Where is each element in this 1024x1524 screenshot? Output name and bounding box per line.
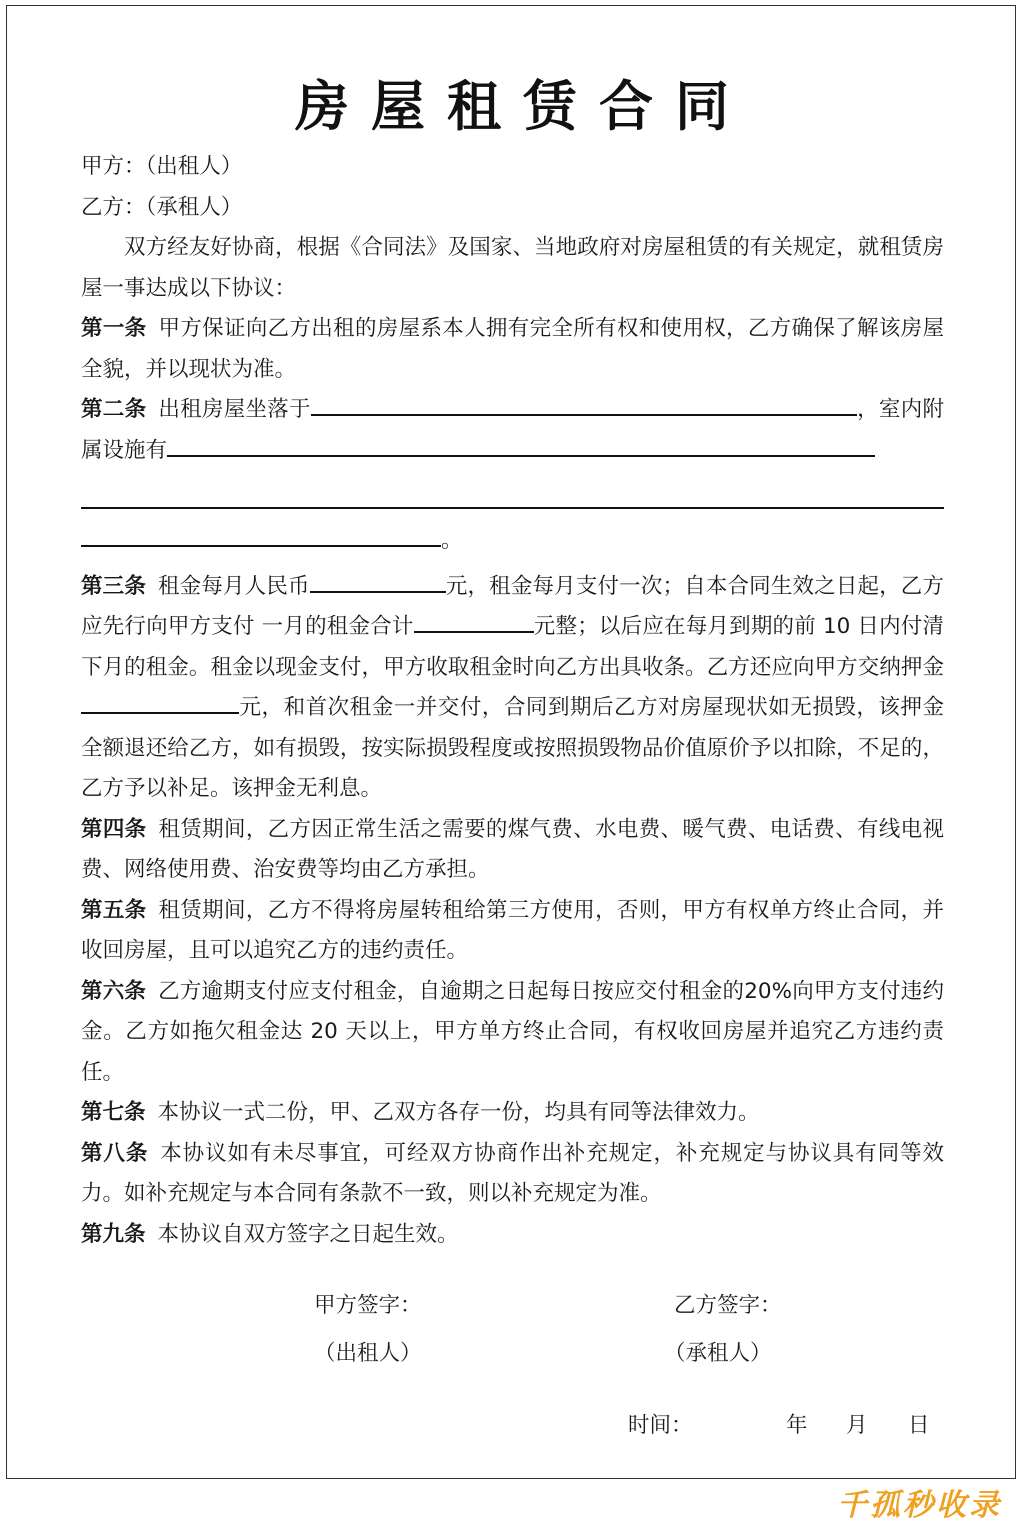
article-number: 第六条 [81, 978, 147, 1004]
article-4 [81, 810, 944, 891]
date-year: 年 [786, 1413, 808, 1438]
article-text: 向甲方支付违约金。乙方如拖欠租金达 [81, 978, 944, 1044]
article-text: 本协议如有未尽事宜，可经双方协商作出补充规定，补充规定与协议具有同等效力。如补充规定与本合同有条款不一致，则以补充规定为准。 [81, 1140, 944, 1206]
article-1 [81, 309, 944, 390]
article-text: 租赁期间，乙方不得将房屋转租给第三方使用，否则，甲方有权单方终止合同，并收回房屋，且可以追究乙方的违约责任。 [81, 897, 944, 963]
article-number: 第三条 [81, 573, 146, 599]
article-text: 日内付清下月的租金。租金以现金支付，甲方收取租金时向乙方出具收条。乙方还应向甲方交纳押金 [81, 614, 944, 680]
article-text: 元整；以后应在每月到期的前 [533, 614, 823, 639]
article-text: 本协议自双方签字之日起生效。 [157, 1221, 459, 1247]
article-text: ，室内附属设施有 [81, 397, 944, 463]
article-number: 第四条 [81, 816, 147, 842]
article-text: 甲方保证向乙方出租的房屋系本人拥有完全所有权和使用权，乙方确保了解该房屋全貌，并以现状为准。 [81, 316, 944, 382]
address-blank[interactable] [311, 391, 857, 416]
contract-body [81, 147, 944, 1255]
deposit-blank[interactable] [81, 689, 239, 714]
article-6 [81, 972, 944, 1094]
facilities-blank[interactable] [167, 432, 875, 457]
party-a-line: 甲方：（出租人） [81, 154, 243, 179]
facilities-blank-line[interactable] [81, 479, 944, 509]
article-text: 本协议一式二份，甲、乙双方各存一份，均具有同等法律效力。 [157, 1100, 760, 1125]
article-2-end [81, 521, 944, 562]
overdue-days: 20 [310, 1019, 338, 1044]
facilities-blank-end[interactable] [81, 522, 441, 547]
rent-amount-blank[interactable] [310, 568, 446, 593]
party-a-role: （出租人） [314, 1341, 422, 1366]
penalty-percent: 20% [744, 978, 793, 1004]
article-text: 出租房屋坐落于 [158, 397, 311, 422]
article-5 [81, 891, 944, 972]
article-number: 第二条 [81, 397, 147, 422]
article-text: 元，租金每月支付一次；自本合同生效之日起，乙方应先行向甲方支付 一月的租金合计 [81, 573, 944, 639]
article-text: 元，和首次租金一并交付，合同到期后乙方对房屋现状如无损毁，该押金全额退还给乙方，如有损毁，按实际损毁程度或按照损毁物品价值原价予以扣除，不足的，乙方予以补足。该押金无利息。 [81, 695, 944, 801]
article-text: 天以上，甲方单方终止合同，有权收回房屋并追究乙方违约责任。 [81, 1019, 944, 1085]
article-7 [81, 1093, 944, 1134]
article-text: 租金每月人民币 [158, 573, 310, 599]
date-label: 时间： [628, 1413, 693, 1438]
article-2 [81, 390, 944, 471]
article-8 [81, 1134, 944, 1215]
document-title: 房屋租赁合同 [295, 75, 751, 138]
party-a-signature-label: 甲方签字： [314, 1293, 422, 1318]
article-text: 乙方逾期支付应支付租金，自逾期之日起每日按应交付租金的 [158, 978, 745, 1004]
due-day-number: 10 [822, 614, 851, 639]
article-number: 第五条 [81, 897, 147, 923]
date-day: 日 [908, 1413, 930, 1438]
site-watermark: 千孤秒收录 [837, 1488, 1002, 1523]
article-number: 第七条 [81, 1100, 146, 1125]
article-number: 第八条 [81, 1140, 149, 1166]
intro-paragraph: 双方经友好协商，根据《合同法》及国家、当地政府对房屋租赁的有关规定，就租赁房屋一事达成以下协议： [81, 235, 944, 301]
party-b-signature-label: 乙方签字： [674, 1293, 782, 1318]
article-text: 。 [441, 528, 463, 553]
first-rent-blank[interactable] [414, 608, 534, 633]
date-month: 月 [846, 1413, 868, 1438]
article-text: 租赁期间，乙方因正常生活之需要的煤气费、水电费、暖气费、电话费、有线电视费、网络使用费、治安费等均由乙方承担。 [81, 816, 944, 882]
article-number: 第九条 [81, 1221, 146, 1247]
party-b-line: 乙方：（承租人） [81, 194, 243, 220]
article-3 [81, 567, 944, 810]
article-9 [81, 1215, 944, 1256]
party-b-role: （承租人） [664, 1341, 772, 1366]
article-number: 第一条 [81, 316, 147, 341]
